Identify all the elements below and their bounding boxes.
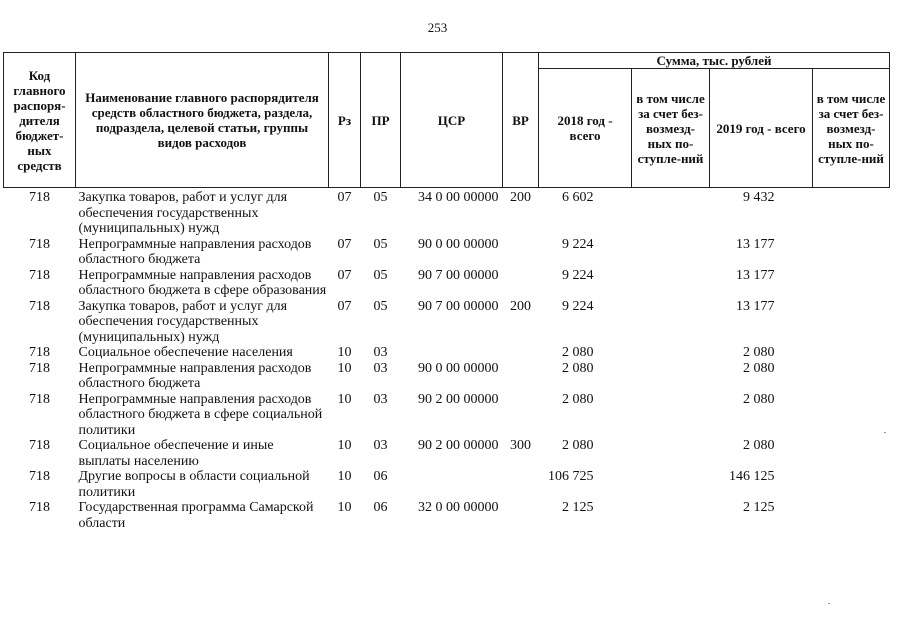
table-row bbox=[4, 361, 890, 392]
cell-code: 718 bbox=[29, 469, 50, 484]
cell-free-2018 bbox=[632, 438, 710, 469]
cell-csr: 90 0 00 00000 bbox=[418, 236, 499, 252]
cell-free-2019 bbox=[813, 361, 890, 392]
cell-code: 718 bbox=[29, 391, 50, 407]
cell-code: 718 bbox=[29, 236, 50, 252]
cell-rz: 07 bbox=[337, 236, 352, 252]
header-total-2019: 2019 год - всего bbox=[710, 69, 813, 188]
header-vr: ВР bbox=[503, 53, 539, 188]
cell-vr bbox=[503, 469, 539, 500]
header-free-2018: в том числе за счет без-возмезд-ных по-ступле-ний bbox=[632, 69, 710, 188]
cell-sum-2019: 13 177 bbox=[736, 267, 775, 283]
cell-pr: 06 bbox=[373, 469, 388, 484]
cell-rz: 07 bbox=[337, 267, 352, 283]
cell-sum-2019: 13 177 bbox=[736, 298, 775, 314]
cell-code: 718 bbox=[29, 267, 50, 283]
cell-name: Непрограммные направления расходов областного бюджета bbox=[78, 360, 312, 391]
cell-csr: 90 7 00 00000 bbox=[418, 298, 499, 314]
cell-vr bbox=[503, 361, 539, 392]
cell-sum-2018: 6 602 bbox=[562, 190, 594, 205]
cell-csr bbox=[401, 469, 503, 500]
cell-code: 718 bbox=[29, 360, 50, 376]
cell-pr: 05 bbox=[373, 236, 388, 252]
cell-free-2018 bbox=[632, 500, 710, 531]
cell-name: Социальное обеспечение населения bbox=[78, 345, 293, 360]
cell-free-2018 bbox=[632, 299, 710, 346]
cell-code: 718 bbox=[29, 345, 50, 360]
table-row bbox=[4, 345, 890, 361]
cell-sum-2019: 2 080 bbox=[743, 345, 775, 360]
cell-free-2019 bbox=[813, 237, 890, 268]
cell-pr: 05 bbox=[373, 267, 388, 283]
cell-vr bbox=[503, 345, 539, 361]
cell-rz: 10 bbox=[337, 391, 352, 407]
cell-rz: 10 bbox=[337, 345, 352, 360]
scan-speck bbox=[828, 603, 830, 604]
table-row bbox=[4, 299, 890, 346]
header-total-2018: 2018 год - всего bbox=[539, 69, 632, 188]
cell-free-2019 bbox=[813, 188, 890, 237]
cell-free-2019 bbox=[813, 469, 890, 500]
cell-sum-2018: 2 080 bbox=[562, 345, 594, 360]
cell-pr: 03 bbox=[373, 438, 388, 453]
cell-name: Непрограммные направления расходов областного бюджета в сфере социальной политики bbox=[78, 391, 323, 438]
cell-code: 718 bbox=[29, 298, 50, 314]
cell-csr: 34 0 00 00000 bbox=[418, 190, 499, 205]
cell-csr: 90 7 00 00000 bbox=[418, 267, 499, 283]
header-csr: ЦСР bbox=[401, 53, 503, 188]
page-number: 253 bbox=[427, 20, 448, 35]
cell-name: Закупка товаров, работ и услуг для обеспечения государственных (муниципальных) нужд bbox=[78, 298, 288, 345]
cell-free-2018 bbox=[632, 237, 710, 268]
cell-free-2018 bbox=[632, 392, 710, 439]
cell-sum-2018: 9 224 bbox=[562, 236, 594, 252]
cell-free-2018 bbox=[632, 345, 710, 361]
cell-pr: 05 bbox=[373, 190, 388, 205]
table-row bbox=[4, 392, 890, 439]
header-name: Наименование главного распорядителя средств областного бюджета, раздела, подраздела, целевой статьи, группы видов расходов bbox=[76, 53, 329, 188]
cell-rz: 07 bbox=[337, 298, 352, 314]
cell-free-2018 bbox=[632, 268, 710, 299]
cell-code: 718 bbox=[29, 190, 50, 205]
cell-rz: 07 bbox=[337, 190, 352, 205]
cell-sum-2019: 146 125 bbox=[729, 469, 775, 484]
cell-sum-2019: 2 080 bbox=[743, 360, 775, 376]
cell-rz: 10 bbox=[337, 469, 352, 484]
budget-table bbox=[3, 52, 890, 531]
cell-free-2018 bbox=[632, 361, 710, 392]
cell-sum-2018: 106 725 bbox=[548, 469, 594, 484]
cell-name: Непрограммные направления расходов областного бюджета bbox=[78, 236, 312, 267]
cell-name: Государственная программа Самарской области bbox=[78, 500, 314, 531]
cell-free-2018 bbox=[632, 469, 710, 500]
cell-sum-2018: 9 224 bbox=[562, 298, 594, 314]
cell-free-2019 bbox=[813, 392, 890, 439]
table-row bbox=[4, 469, 890, 500]
header-rz: Рз bbox=[329, 53, 361, 188]
table-row bbox=[4, 268, 890, 299]
cell-csr: 90 2 00 00000 bbox=[418, 438, 499, 453]
cell-code: 718 bbox=[29, 438, 50, 453]
cell-pr: 03 bbox=[373, 345, 388, 360]
cell-sum-2019: 2 080 bbox=[743, 438, 775, 453]
cell-name: Социальное обеспечение и иные выплаты населению bbox=[78, 438, 274, 469]
cell-vr bbox=[503, 268, 539, 299]
header-pr: ПР bbox=[361, 53, 401, 188]
cell-pr: 03 bbox=[373, 360, 388, 376]
cell-sum-2018: 2 080 bbox=[562, 360, 594, 376]
cell-free-2019 bbox=[813, 438, 890, 469]
cell-code: 718 bbox=[29, 500, 50, 515]
cell-sum-2019: 2 080 bbox=[743, 391, 775, 407]
cell-free-2019 bbox=[813, 500, 890, 531]
cell-vr: 200 bbox=[510, 298, 531, 314]
cell-vr: 300 bbox=[510, 438, 531, 453]
cell-free-2019 bbox=[813, 299, 890, 346]
cell-pr: 05 bbox=[373, 298, 388, 314]
table-body bbox=[4, 188, 890, 532]
cell-name: Непрограммные направления расходов областного бюджета в сфере образования bbox=[78, 267, 327, 298]
cell-pr: 06 bbox=[373, 500, 388, 515]
cell-sum-2019: 9 432 bbox=[743, 190, 775, 205]
header-code: Код главного распоря-дителя бюджет-ных средств bbox=[4, 53, 76, 188]
cell-free-2019 bbox=[813, 268, 890, 299]
cell-rz: 10 bbox=[337, 500, 352, 515]
cell-rz: 10 bbox=[337, 360, 352, 376]
cell-csr: 90 0 00 00000 bbox=[418, 360, 499, 376]
cell-vr bbox=[503, 392, 539, 439]
cell-name: Другие вопросы в области социальной политики bbox=[78, 469, 310, 500]
cell-csr bbox=[401, 345, 503, 361]
cell-csr: 32 0 00 00000 bbox=[418, 500, 499, 515]
cell-rz: 10 bbox=[337, 438, 352, 453]
scan-speck bbox=[884, 432, 886, 433]
cell-vr: 200 bbox=[510, 190, 531, 205]
cell-sum-2018: 9 224 bbox=[562, 267, 594, 283]
header-free-2019: в том числе за счет без-возмезд-ных по-ступле-ний bbox=[813, 69, 890, 188]
table-row bbox=[4, 188, 890, 237]
cell-sum-2018: 2 125 bbox=[562, 500, 594, 515]
table-row bbox=[4, 237, 890, 268]
cell-name: Закупка товаров, работ и услуг для обеспечения государственных (муниципальных) нужд bbox=[78, 190, 288, 236]
cell-pr: 03 bbox=[373, 391, 388, 407]
cell-vr bbox=[503, 237, 539, 268]
table-header bbox=[4, 53, 890, 188]
cell-sum-2019: 2 125 bbox=[743, 500, 775, 515]
header-sum-group: Сумма, тыс. рублей bbox=[539, 53, 890, 69]
cell-sum-2019: 13 177 bbox=[736, 236, 775, 252]
table-row bbox=[4, 438, 890, 469]
cell-sum-2018: 2 080 bbox=[562, 391, 594, 407]
cell-free-2018 bbox=[632, 188, 710, 237]
cell-vr bbox=[503, 500, 539, 531]
cell-free-2019 bbox=[813, 345, 890, 361]
table-row bbox=[4, 500, 890, 531]
cell-csr: 90 2 00 00000 bbox=[418, 391, 499, 407]
cell-sum-2018: 2 080 bbox=[562, 438, 594, 453]
